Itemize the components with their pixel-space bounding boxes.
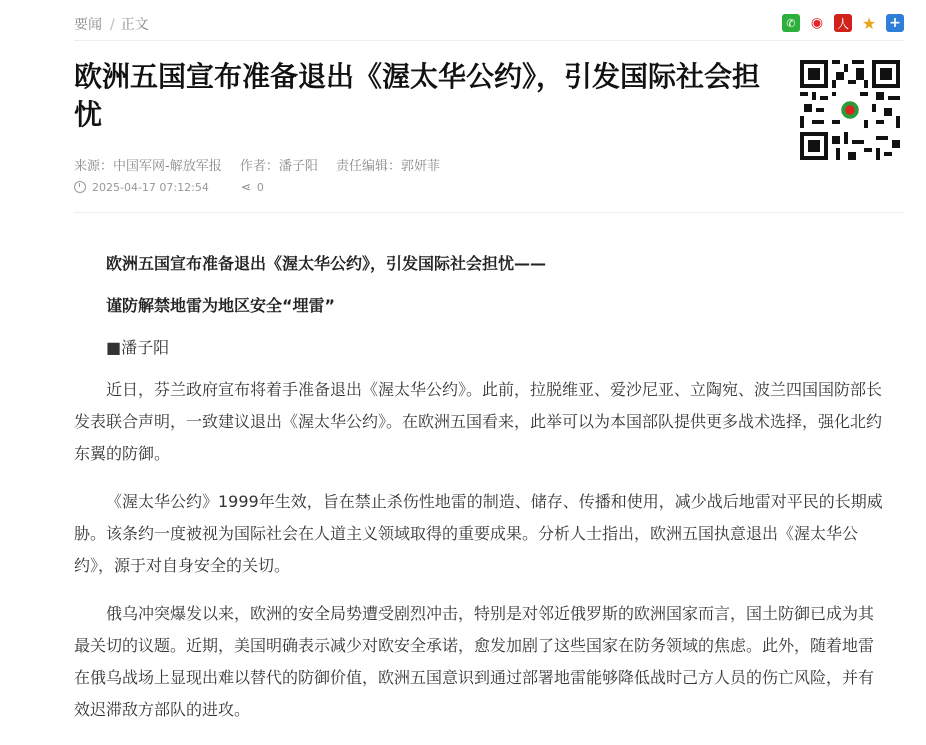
share-plus-icon[interactable]: + <box>886 14 904 32</box>
breadcrumb-home-link[interactable]: 要闻 <box>74 17 102 33</box>
breadcrumb-current: 正文 <box>120 17 149 33</box>
article-title: 欧洲五国宣布准备退出《渥太华公约》，引发国际社会担忧 <box>74 60 761 131</box>
article-meta <box>74 155 454 174</box>
weibo-icon[interactable]: ◉ <box>808 14 826 32</box>
top-bar <box>74 12 904 41</box>
article-datetime: 2025-04-17 07:12:54 <box>92 180 209 194</box>
share-bar <box>782 14 904 32</box>
breadcrumb <box>74 14 149 34</box>
clock-icon <box>74 181 86 193</box>
qr-code-image <box>800 60 900 160</box>
article-author: 作者：潘子阳 <box>239 159 318 174</box>
article-lead-subtitle: 谨防解禁地雷为地区安全“埋雷” <box>106 296 336 315</box>
share-icon[interactable]: ⋖ <box>240 180 251 194</box>
article-lead-title: 欧洲五国宣布准备退出《渥太华公约》，引发国际社会担忧—— <box>106 254 547 273</box>
wechat-icon[interactable]: ✆ <box>782 14 800 32</box>
article-source: 来源：中国军网-解放军报 <box>74 159 222 174</box>
article-body <box>74 248 884 742</box>
article-meta-secondary <box>74 180 264 194</box>
article-editor: 责任编辑：郭妍菲 <box>336 159 441 174</box>
article-paragraph: 近日，芬兰政府宣布将着手准备退出《渥太华公约》。此前，拉脱维亚、爱沙尼亚、立陶宛、波兰四国国防部长发表联合声明，一致建议退出《渥太华公约》。在欧洲五国看来，此举可以为本国部队提供更多战术选择，强化北约东翼的防御。 <box>74 380 883 463</box>
article-paragraph: 俄乌冲突爆发以来，欧洲的安全局势遭受剧烈冲击，特别是对邻近俄罗斯的欧洲国家而言，国土防御已成为其最关切的议题。近期，美国明确表示减少对欧安全承诺，愈发加剧了这些国家在防务领域的焦虑。此外，随着地雷在俄乌战场上显现出难以替代的防御价值，欧洲五国意识到通过部署地雷能够降低战时己方人员的伤亡风险，并有效迟滞敌方部队的进攻。 <box>74 604 875 719</box>
article-byline: ■潘子阳 <box>106 338 170 357</box>
favorite-star-icon[interactable]: ★ <box>861 13 877 33</box>
article-paragraph: 《渥太华公约》1999年生效，旨在禁止杀伤性地雷的制造、储存、传播和使用，减少战后地雷对平民的长期威胁。该条约一度被视为国际社会在人道主义领域取得的重要成果。分析人士指出，欧洲五国执意退出《渥太华公约》，源于对自身安全的关切。 <box>74 492 883 575</box>
breadcrumb-separator: / <box>110 17 115 33</box>
divider <box>74 212 904 213</box>
renren-icon[interactable]: 人 <box>834 14 852 32</box>
share-count: 0 <box>256 180 264 194</box>
